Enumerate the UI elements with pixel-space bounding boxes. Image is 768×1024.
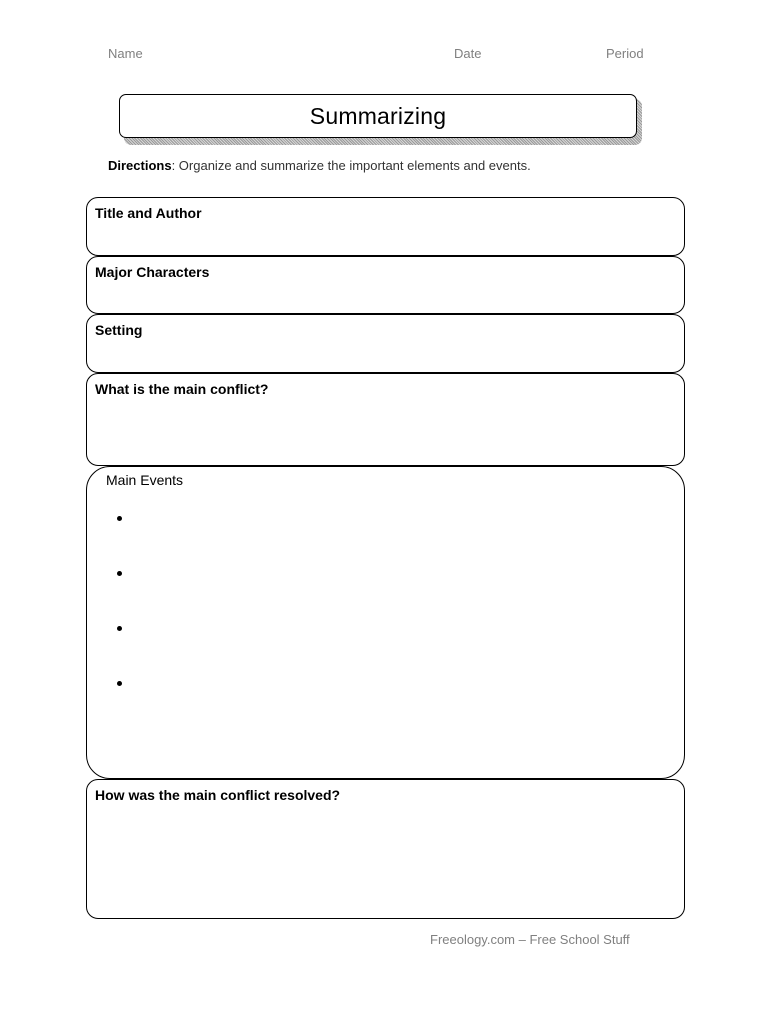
main-events-label: Main Events [106,472,184,488]
main-events-box[interactable] [86,466,685,779]
directions [108,158,531,173]
bullet-icon [117,516,122,521]
title-author-box[interactable] [86,197,685,256]
setting-box[interactable] [86,314,685,373]
bullet-icon [117,681,122,686]
name-label: Name [108,46,143,61]
major-characters-label: Major Characters [95,264,210,280]
page-title: Summarizing [309,102,447,129]
directions-label: Directions [108,158,172,173]
bullet-icon [117,626,122,631]
period-label: Period [606,46,644,61]
footer-credit: Freeology.com – Free School Stuff [430,932,630,947]
bullet-icon [117,571,122,576]
conflict-resolved-label: How was the main conflict resolved? [95,787,341,803]
directions-text: : Organize and summarize the important elements and events. [171,158,531,173]
setting-label: Setting [95,322,143,338]
title-box [119,94,637,138]
conflict-resolved-box[interactable] [86,779,685,919]
major-characters-box[interactable] [86,256,685,314]
main-conflict-box[interactable] [86,373,685,466]
title-author-label: Title and Author [95,205,202,221]
date-label: Date [454,46,482,61]
main-conflict-label: What is the main conflict? [95,381,269,397]
